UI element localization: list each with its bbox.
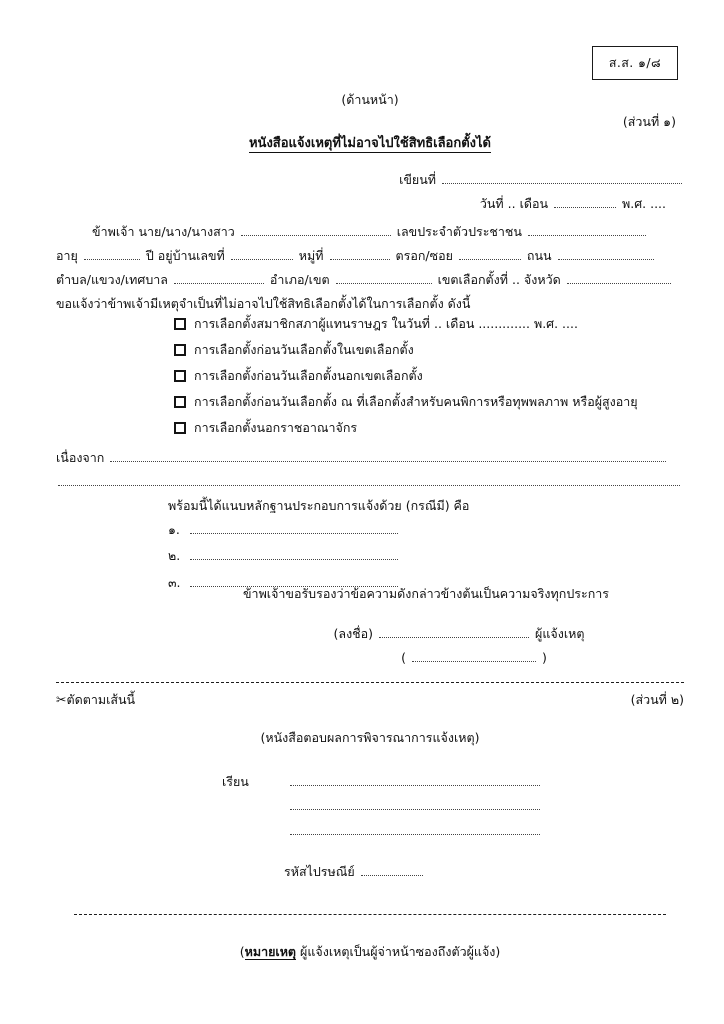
choice-label: การเลือกตั้งก่อนวันเลือกตั้ง ณ ที่เลือกตั้งสำหรับคนพิการหรือทุพพลภาพ หรือผู้สูงอายุ: [194, 393, 638, 409]
identity-row-locality: [56, 270, 684, 289]
district-input[interactable]: [336, 272, 432, 284]
subdistrict-label: ตำบล/แขวง/เทศบาล: [56, 272, 168, 287]
road-label: ถนน: [526, 248, 552, 263]
written-at-input[interactable]: [442, 172, 682, 184]
name-paren-open: (: [401, 650, 406, 665]
year-label: พ.ศ.: [622, 196, 647, 211]
printed-name-input[interactable]: [412, 650, 536, 662]
signature-input[interactable]: [379, 626, 529, 638]
full-name-input[interactable]: [241, 224, 391, 236]
attachment-input[interactable]: [190, 549, 398, 561]
month-label: เดือน: [519, 196, 549, 211]
addressee-input-line-2[interactable]: [290, 799, 540, 811]
attachment-input[interactable]: [190, 522, 398, 534]
reason-input-line-2[interactable]: [58, 474, 680, 486]
addressee-label: เรียน: [222, 774, 249, 789]
addressee-input-line-1[interactable]: [290, 774, 540, 786]
choice-item[interactable]: [174, 340, 694, 359]
checkbox-icon[interactable]: [174, 370, 186, 382]
addressee-row: [222, 821, 642, 840]
attachment-item: [168, 520, 588, 539]
attachment-number: ๑.: [168, 522, 180, 537]
addressee-row: [222, 772, 642, 791]
bottom-divider: [74, 914, 666, 915]
postcode-input[interactable]: [361, 864, 423, 876]
note-label: หมายเหตุ: [244, 944, 297, 959]
identity-row-address: [56, 246, 684, 265]
form-sheet: [56, 0, 684, 1024]
age-unit-label: ปี: [145, 248, 154, 263]
title-options-label: นาย/นาง/นางสาว: [138, 224, 235, 239]
attachment-number: ๒.: [168, 548, 181, 564]
choice-item[interactable]: [174, 314, 694, 333]
front-side-label: (ด้านหน้า): [341, 92, 399, 107]
constituency-label: เขตเลือกตั้งที่: [437, 272, 508, 287]
intro-text: ขอแจ้งว่าข้าพเจ้ามีเหตุจำเป็นที่ไม่อาจไปใช้สิทธิเลือกตั้งได้ในการเลือกตั้ง ดังนี้: [56, 296, 471, 311]
document-title-text: หนังสือแจ้งเหตุที่ไม่อาจไปใช้สิทธิเลือกตั้งได้: [248, 136, 491, 151]
constituency-value[interactable]: ..: [511, 272, 520, 287]
written-date-row: [56, 194, 684, 213]
written-at-row: [56, 170, 684, 189]
alley-input[interactable]: [459, 248, 521, 260]
written-at-label: เขียนที่: [399, 172, 437, 187]
citizen-id-label: เลขประจำตัวประชาชน: [396, 224, 522, 239]
district-label: อำเภอ/เขต: [269, 272, 330, 287]
attachment-number: ๓.: [168, 574, 181, 590]
age-label: อายุ: [56, 248, 78, 263]
attachment-heading: พร้อมนี้ได้แนบหลักฐานประกอบการแจ้งด้วย (กรณีมี) คือ: [168, 498, 470, 513]
cut-instruction: ✂ตัดตามเส้นนี้: [56, 692, 136, 707]
year-value[interactable]: ....: [650, 196, 667, 211]
reason-row-second: [56, 472, 684, 491]
form-code-box: ส.ส. ๑/๘: [592, 46, 678, 80]
choice-item[interactable]: [174, 418, 694, 437]
alley-label: ตรอก/ซอย: [395, 248, 453, 263]
choice-label: การเลือกตั้งนอกราชอาณาจักร: [194, 419, 358, 435]
attachment-item: [168, 546, 588, 565]
signature-row: [234, 624, 684, 643]
addressee-block: [222, 772, 642, 845]
checkbox-icon[interactable]: [174, 422, 186, 434]
name-paren-close: ): [541, 650, 547, 665]
moo-label: หมู่ที่: [298, 248, 324, 263]
postcode-label: รหัสไปรษณีย์: [284, 864, 355, 879]
choice-label: การเลือกตั้งก่อนวันเลือกตั้งนอกเขตเลือกตั้ง: [194, 367, 423, 383]
subdistrict-input[interactable]: [174, 272, 264, 284]
election-type-choice-list: [174, 314, 694, 443]
reason-label: เนื่องจาก: [56, 450, 105, 465]
moo-input[interactable]: [330, 248, 390, 260]
date-value[interactable]: ..: [507, 196, 516, 211]
cut-divider: [56, 682, 684, 683]
checkbox-icon[interactable]: [174, 344, 186, 356]
house-no-label: อยู่บ้านเลขที่: [157, 248, 225, 263]
reply-title: (หนังสือตอบผลการพิจารณาการแจ้งเหตุ): [260, 730, 480, 745]
signature-label: (ลงชื่อ): [333, 626, 374, 641]
checkbox-icon[interactable]: [174, 318, 186, 330]
month-input[interactable]: [554, 196, 616, 208]
house-no-input[interactable]: [231, 248, 293, 260]
note-paren-open: (: [239, 944, 245, 959]
reason-row-first: [56, 448, 684, 467]
footer-note: [56, 942, 684, 961]
citizen-id-input[interactable]: [528, 224, 646, 236]
reason-input-line-1[interactable]: [110, 450, 666, 462]
choice-label: การเลือกตั้งก่อนวันเลือกตั้งในเขตเลือกตั้ง: [194, 341, 414, 357]
province-label: จังหวัด: [523, 272, 561, 287]
postcode-row: [284, 862, 684, 881]
note-text: ผู้แจ้งเหตุเป็นผู้จ่าหน้าซองถึงตัวผู้แจ้ง): [296, 944, 501, 959]
choice-item[interactable]: [174, 392, 694, 411]
addressee-row: [222, 796, 642, 815]
part-one-label: (ส่วนที่ ๑): [622, 114, 676, 129]
age-input[interactable]: [84, 248, 140, 260]
choice-item[interactable]: [174, 366, 694, 385]
document-title: [56, 134, 684, 154]
road-input[interactable]: [558, 248, 654, 260]
date-label: วันที่: [479, 196, 504, 211]
self-label: ข้าพเจ้า: [92, 224, 135, 239]
certification-text: ข้าพเจ้าขอรับรองว่าข้อความดังกล่าวข้างต้นเป็นความจริงทุกประการ: [243, 586, 609, 601]
checkbox-icon[interactable]: [174, 396, 186, 408]
choice-label: การเลือกตั้งสมาชิกสภาผู้แทนราษฎร ในวันที่ .. เดือน ............. พ.ศ. ....: [194, 316, 578, 331]
addressee-input-line-3[interactable]: [290, 823, 540, 835]
province-input[interactable]: [567, 272, 671, 284]
signature-role-label: ผู้แจ้งเหตุ: [535, 626, 585, 641]
part-two-label: (ส่วนที่ ๒): [630, 692, 684, 707]
identity-row-name: [56, 222, 684, 241]
signature-name-row: [234, 648, 684, 667]
